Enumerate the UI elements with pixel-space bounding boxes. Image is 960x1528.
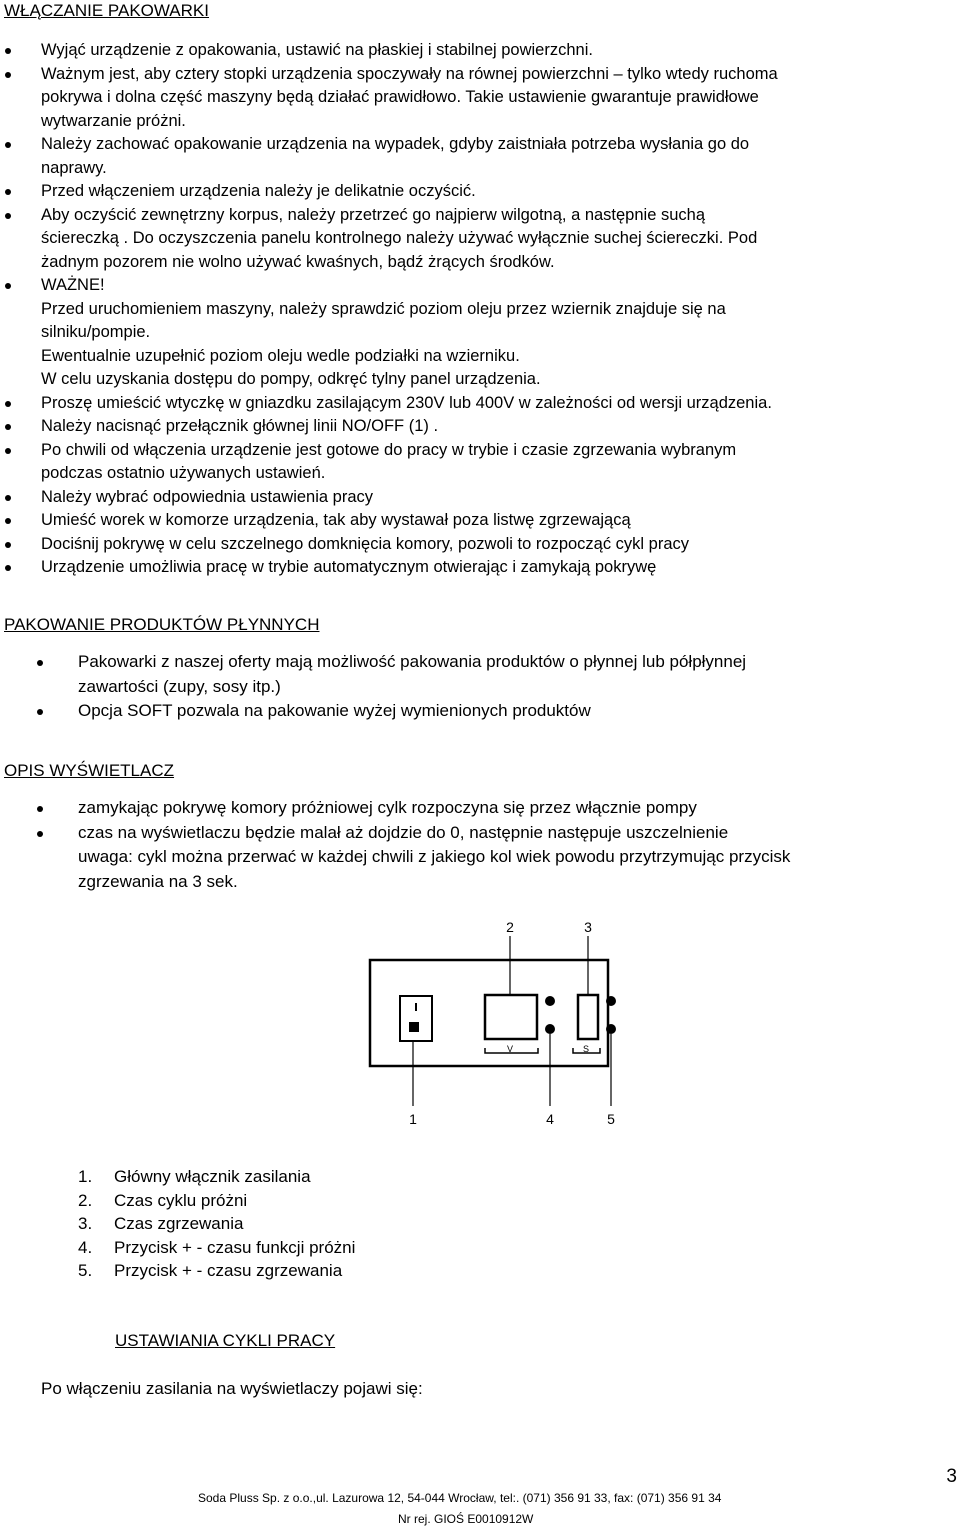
list-item bbox=[41, 533, 957, 557]
list-item-line: Przed włączeniem urządzenia należy je delikatnie oczyścić. bbox=[41, 182, 476, 200]
list-item-line: Po chwili od włączenia urządzenie jest gotowe do pracy w trybie i czasie zgrzewania wybranym bbox=[41, 440, 737, 459]
legend-text: Czas cyklu próżni bbox=[114, 1190, 248, 1210]
list-item bbox=[78, 796, 948, 821]
section-heading-display: OPIS WYŚWIETLACZ bbox=[4, 761, 175, 780]
seal-time-display bbox=[578, 995, 598, 1039]
list-item bbox=[41, 509, 957, 533]
list-item bbox=[41, 63, 957, 134]
liquid-packing-list bbox=[78, 650, 948, 724]
list-item bbox=[41, 439, 957, 486]
list-item bbox=[41, 392, 957, 416]
list-item bbox=[78, 699, 948, 724]
list-item-line: Ważnym jest, aby cztery stopki urządzenia spoczywały na równej powierzchni – tylko wtedy ruchoma bbox=[41, 64, 778, 83]
legend-number: 3. bbox=[78, 1214, 93, 1233]
list-item-line: Należy nacisnąć przełącznik głównej linii NO/OFF (1) . bbox=[41, 417, 439, 435]
list-item-line: Należy wybrać odpowiednia ustawienia pracy bbox=[41, 487, 374, 506]
power-on-text: Po włączeniu zasilania na wyświetlaczy pojawi się: bbox=[41, 1379, 423, 1398]
display-description-list bbox=[78, 796, 948, 894]
section-heading-pakowarki: WŁĄCZANIE PAKOWARKI bbox=[4, 1, 209, 20]
list-item bbox=[41, 180, 957, 204]
diagram-legend-list bbox=[78, 1165, 355, 1283]
footer-registration: Nr rej. GIOŚ E0010912W bbox=[398, 1512, 534, 1526]
page-number: 3 bbox=[946, 1466, 957, 1487]
footer-company-address: Soda Pluss Sp. z o.o.,ul. Lazurowa 12, 54-044 Wrocław, tel:. (071) 356 91 33, fax: (071) 356 91 34 bbox=[198, 1491, 722, 1505]
callout-3: 3 bbox=[584, 919, 592, 935]
legend-text: Czas zgrzewania bbox=[114, 1214, 244, 1233]
list-item-line: Należy zachować opakowanie urządzenia na wypadek, gdyby zaistniała potrzeba wysłania go do bbox=[41, 135, 750, 153]
list-item-line: czas na wyświetlaczu będzie malał aż dojdzie do 0, następnie następuje uszczelnienie bbox=[78, 822, 729, 842]
vacuum-minus-button bbox=[545, 1024, 555, 1034]
list-item-line: wytwarzanie próżni. bbox=[41, 111, 186, 130]
list-item bbox=[41, 133, 957, 180]
list-item-line: WAŻNE! bbox=[41, 276, 105, 294]
list-item bbox=[41, 39, 957, 63]
list-item-line: ściereczką . Do oczyszczenia panelu kontrolnego należy używać wyłącznie suchej ściereczki. Pod bbox=[41, 229, 758, 247]
section-heading-liquids: PAKOWANIE PRODUKTÓW PŁYNNYCH bbox=[4, 615, 320, 634]
list-item bbox=[41, 556, 957, 580]
legend-number: 1. bbox=[78, 1167, 93, 1186]
list-item bbox=[41, 415, 957, 439]
seal-minus-button bbox=[606, 1024, 616, 1034]
legend-number: 2. bbox=[78, 1190, 93, 1210]
list-item bbox=[41, 486, 957, 510]
list-item-line: podczas ostatnio używanych ustawień. bbox=[41, 464, 326, 482]
power-switch-icon bbox=[400, 996, 432, 1041]
vacuum-time-display bbox=[485, 995, 537, 1039]
callout-4: 4 bbox=[546, 1111, 554, 1127]
list-item-line: Wyjąć urządzenie z opakowania, ustawić na płaskiej i stabilnej powierzchni. bbox=[41, 41, 593, 59]
startup-instructions-list bbox=[41, 39, 957, 580]
callout-5: 5 bbox=[607, 1111, 615, 1127]
seal-plus-button bbox=[606, 996, 616, 1006]
list-item-line: Dociśnij pokrywę w celu szczelnego domknięcia komory, pozwoli to rozpocząć cykl pracy bbox=[41, 534, 690, 553]
list-item bbox=[78, 650, 948, 699]
list-item-line: Ewentualnie uzupełnić poziom oleju wedle podziałki na wzierniku. bbox=[41, 346, 520, 365]
callout-1: 1 bbox=[409, 1111, 417, 1127]
list-item-line: Pakowarki z naszej oferty mają możliwość pakowania produktów o płynnej lub półpłynnej bbox=[78, 652, 747, 671]
label-v: V bbox=[506, 1044, 514, 1054]
list-item-line: żadnym pozorem nie wolno używać kwaśnych, bądź żrących środków. bbox=[41, 252, 555, 271]
legend-item bbox=[78, 1236, 355, 1260]
list-item-line: zgrzewania na 3 sek. bbox=[78, 871, 238, 891]
list-item-line: Przed uruchomieniem maszyny, należy sprawdzić poziom oleju przez wziernik znajduje się na bbox=[41, 299, 726, 318]
list-item-line: Proszę umieścić wtyczkę w gniazdku zasilającym 230V lub 400V w zależności od wersji urządzenia. bbox=[41, 393, 772, 412]
list-item-line: pokrywa i dolna część maszyny będą działać prawidłowo. Takie ustawienie gwarantuje prawidłowe bbox=[41, 88, 759, 106]
list-item bbox=[41, 204, 957, 275]
list-item-line: Aby oczyścić zewnętrzny korpus, należy przetrzeć go najpierw wilgotną, a następnie suchą bbox=[41, 205, 705, 224]
list-item-line: zawartości (zupy, sosy itp.) bbox=[78, 676, 281, 696]
list-item-line: Opcja SOFT pozwala na pakowanie wyżej wymienionych produktów bbox=[78, 701, 591, 720]
legend-item bbox=[78, 1165, 355, 1189]
callout-2: 2 bbox=[506, 919, 514, 935]
legend-number: 4. bbox=[78, 1237, 93, 1257]
list-item bbox=[78, 821, 948, 895]
label-s: S bbox=[582, 1044, 590, 1054]
list-item-line: Umieść worek w komorze urządzenia, tak aby wystawał poza listwę zgrzewającą bbox=[41, 511, 631, 529]
list-item-line: uwaga: cykl można przerwać w każdej chwili z jakiego kol wiek powodu przytrzymując przycisk bbox=[78, 847, 791, 866]
legend-text: Przycisk + - czasu funkcji próżni bbox=[114, 1237, 356, 1257]
list-item-line: Urządzenie umożliwia pracę w trybie automatycznym otwierając i zamykają pokrywę bbox=[41, 558, 657, 576]
list-item-line: silniku/pompie. bbox=[41, 323, 151, 341]
section-heading-work-cycles: USTAWIANIA CYKLI PRACY bbox=[115, 1331, 336, 1350]
list-item-line: zamykając pokrywę komory próżniowej cylk rozpoczyna się przez włącznie pompy bbox=[78, 798, 697, 817]
legend-text: Przycisk + - czasu zgrzewania bbox=[114, 1261, 343, 1280]
list-item-line: naprawy. bbox=[41, 158, 107, 177]
legend-item bbox=[78, 1212, 355, 1236]
legend-item bbox=[78, 1259, 355, 1283]
legend-item bbox=[78, 1189, 355, 1213]
control-panel-diagram bbox=[360, 910, 620, 1135]
vacuum-plus-button bbox=[545, 996, 555, 1006]
legend-number: 5. bbox=[78, 1261, 93, 1280]
list-item-line: W celu uzyskania dostępu do pompy, odkręć tylny panel urządzenia. bbox=[41, 370, 541, 388]
legend-text: Główny włącznik zasilania bbox=[114, 1167, 311, 1186]
list-item bbox=[41, 274, 957, 392]
